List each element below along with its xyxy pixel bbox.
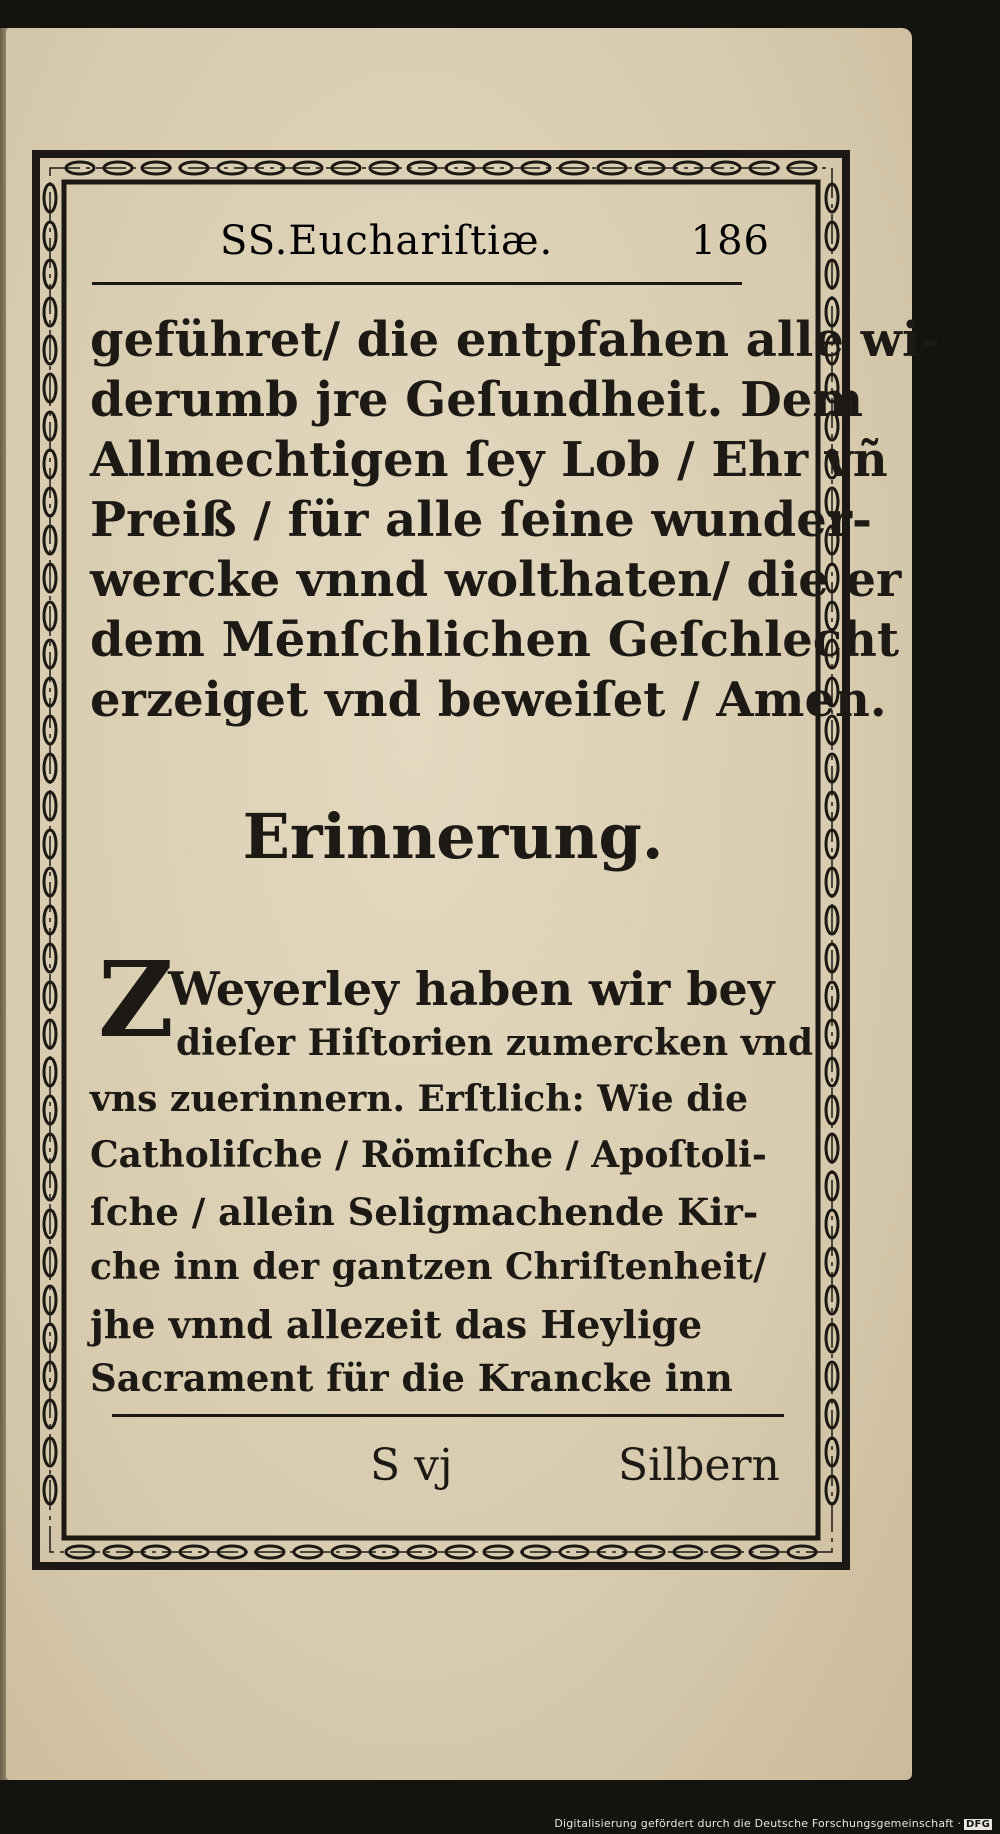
dfg-logo: DFG [966, 1819, 990, 1830]
footer-rule [112, 1414, 784, 1417]
text-line-7: erzeiget vnd beweiſet / Amen. [90, 672, 887, 728]
digitization-credit [554, 1817, 992, 1830]
section-heading: Erinnerung. [242, 800, 664, 873]
paragraph-line-8: Sacrament für die Krancke inn [90, 1356, 733, 1400]
paragraph-line-6: che inn der gantzen Chriſtenheit/ [90, 1246, 767, 1288]
text-line-6: dem Mēnſchlichen Geſchlecht [90, 612, 900, 668]
paragraph-line-1: Weyerley haben wir bey [168, 962, 775, 1016]
page-number: 186 [690, 218, 770, 264]
text-line-3: Allmechtigen ſey Lob / Ehr vñ [90, 432, 888, 488]
text-line-5: wercke vnnd wolthaten/ die er [90, 552, 902, 608]
text-line-2: derumb jre Geſundheit. Dem [90, 372, 864, 428]
text-line-4: Preiß / für alle ſeine wunder- [90, 492, 872, 548]
catchword: Silbern [618, 1440, 780, 1491]
paragraph-line-3: vns zuerinnern. Erſtlich: Wie die [90, 1078, 748, 1120]
digitization-note: Digitalisierung gefördert durch die Deutsche Forschungsgemeinschaft · [554, 1817, 962, 1830]
text-line-1: geführet/ die entpfahen alle wi- [90, 312, 941, 368]
signature-mark: S vj [370, 1440, 453, 1491]
paragraph-line-2: dieſer Hiſtorien zumercken vnd [176, 1022, 814, 1064]
paragraph-line-5: ſche / allein Seligmachende Kir- [90, 1190, 759, 1234]
drop-initial: Z [98, 938, 174, 1061]
header-rule [92, 282, 742, 285]
running-header [92, 218, 770, 278]
running-title: SS.Euchariſtiæ. [220, 218, 554, 264]
paragraph-line-4: Catholiſche / Römiſche / Apoſtoli- [90, 1134, 767, 1176]
paragraph-line-7: jhe vnnd allezeit das Heylige [90, 1302, 703, 1347]
